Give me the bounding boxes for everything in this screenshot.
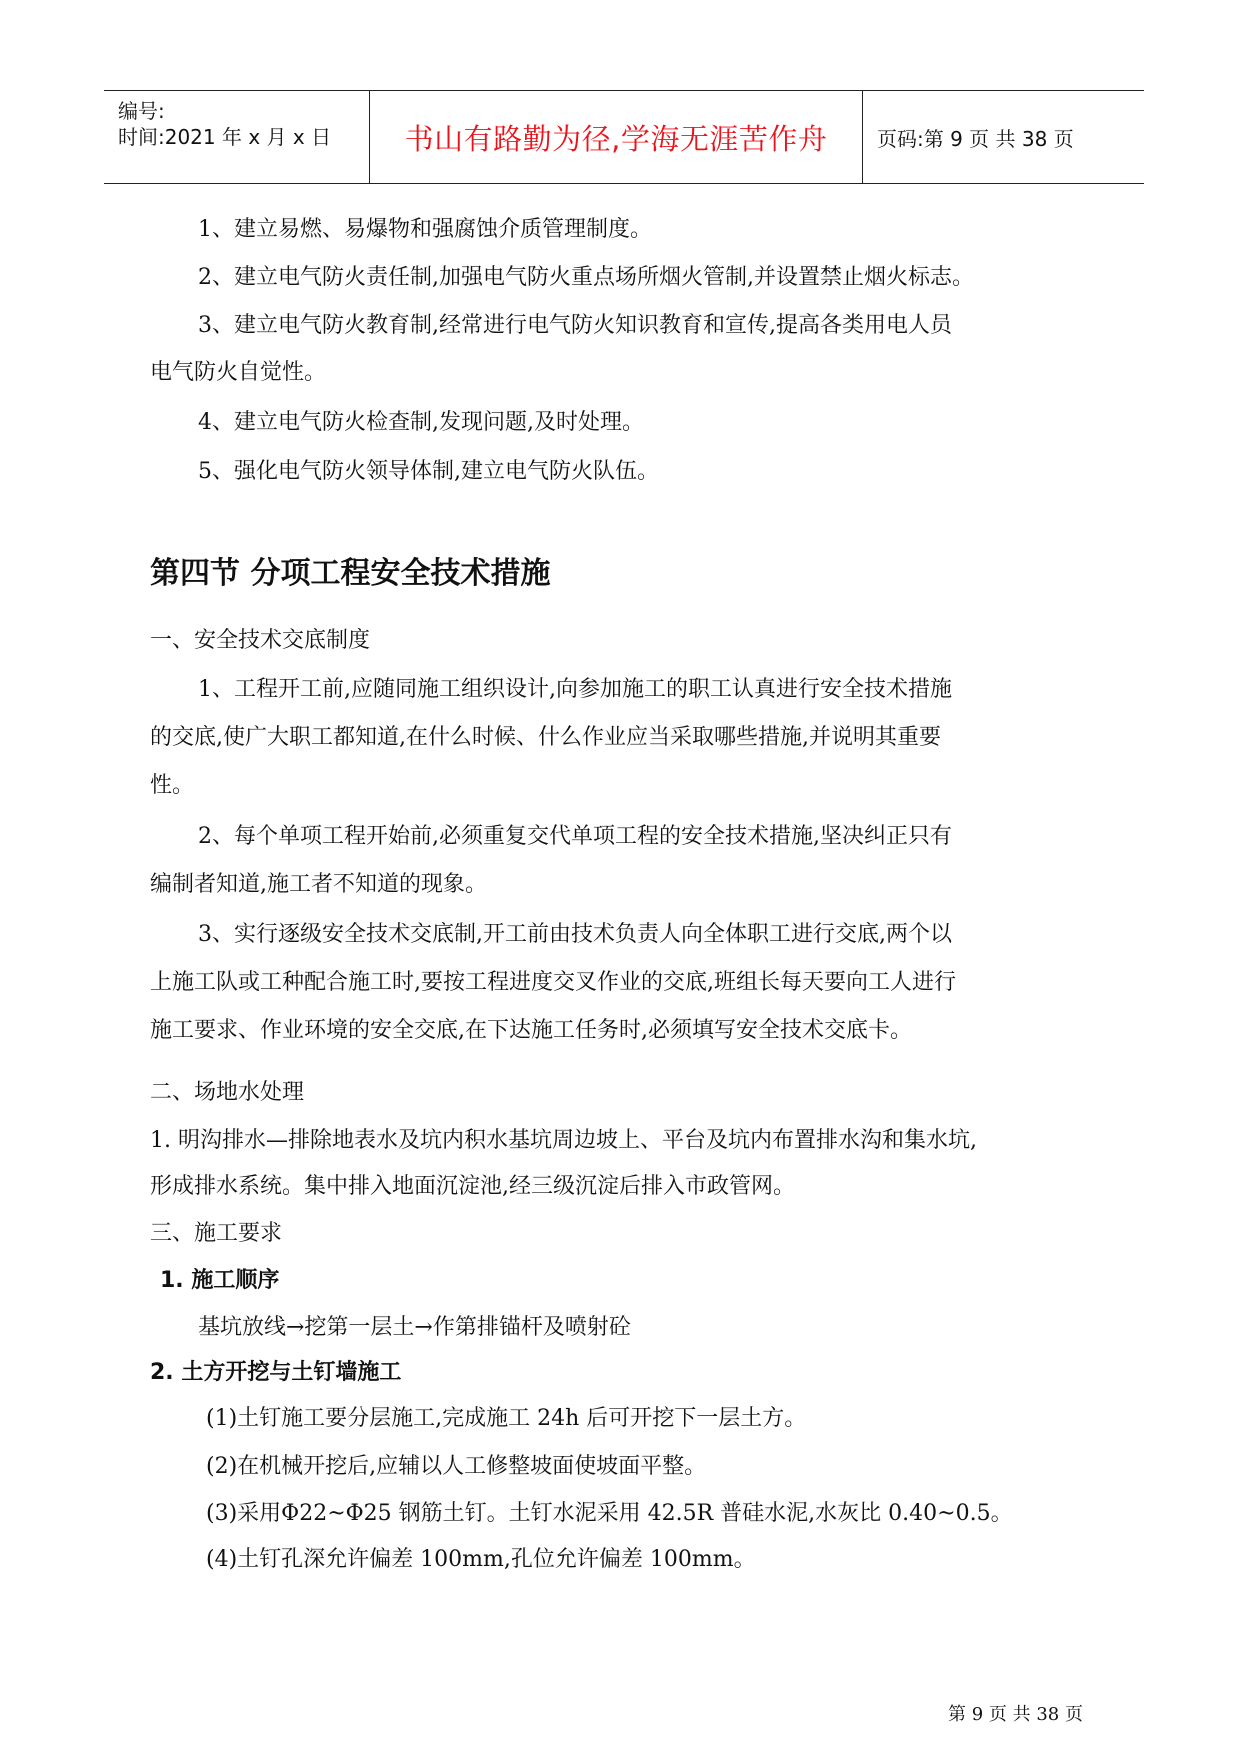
body-line: 1. 明沟排水—排除地表水及坑内积水基坑周边坡上、平台及坑内布置排水沟和集水坑, — [150, 1128, 977, 1153]
body-line: 5、强化电气防火领导体制,建立电气防火队伍。 — [198, 459, 659, 484]
item2-title: 2. 土方开挖与土钉墙施工 — [150, 1360, 402, 1385]
body-line: 3、实行逐级安全技术交底制,开工前由技术负责人向全体职工进行交底,两个以 — [198, 922, 952, 947]
body-line: 上施工队或工种配合施工时,要按工程进度交叉作业的交底,班组长每天要向工人进行 — [150, 970, 956, 995]
part1-title: 一、安全技术交底制度 — [150, 628, 371, 653]
body-line: 形成排水系统。集中排入地面沉淀池,经三级沉淀后排入市政管网。 — [150, 1174, 795, 1199]
page-code: 页码:第 9 页 共 38 页 — [877, 126, 1074, 151]
body-line: 施工要求、作业环境的安全交底,在下达施工任务时,必须填写安全技术交底卡。 — [150, 1018, 912, 1043]
header-motto-cell — [370, 91, 863, 183]
item1-title: 1. 施工顺序 — [160, 1268, 280, 1293]
body-line: (3)采用Φ22~Φ25 钢筋土钉。土钉水泥采用 42.5R 普硅水泥,水灰比 0.40~0.5。 — [206, 1501, 1013, 1526]
section-heading: 第四节 分项工程安全技术措施 — [150, 556, 551, 591]
body-line: (4)土钉孔深允许偏差 100mm,孔位允许偏差 100mm。 — [206, 1547, 756, 1572]
body-line: 4、建立电气防火检查制,发现问题,及时处理。 — [198, 410, 644, 435]
motto: 书山有路勤为径,学海无涯苦作舟 — [404, 121, 828, 156]
body-line: (1)土钉施工要分层施工,完成施工 24h 后可开挖下一层土方。 — [206, 1406, 807, 1431]
body-line: (2)在机械开挖后,应辅以人工修整坡面使坡面平整。 — [206, 1454, 707, 1479]
time-label: 时间:2021 年 x 月 x 日 — [118, 125, 332, 149]
body-line: 1、建立易燃、易爆物和强腐蚀介质管理制度。 — [198, 217, 652, 242]
body-line: 编制者知道,施工者不知道的现象。 — [150, 872, 487, 897]
body-line: 电气防火自觉性。 — [150, 360, 327, 385]
body-line: 1、工程开工前,应随同施工组织设计,向参加施工的职工认真进行安全技术措施 — [198, 677, 952, 702]
page-header — [104, 90, 1144, 184]
body-line: 的交底,使广大职工都知道,在什么时候、什么作业应当采取哪些措施,并说明其重要 — [150, 725, 941, 750]
header-meta — [104, 91, 370, 183]
body-line: 2、每个单项工程开始前,必须重复交代单项工程的安全技术措施,坚决纠正只有 — [198, 824, 952, 849]
body-line: 2、建立电气防火责任制,加强电气防火重点场所烟火管制,并设置禁止烟火标志。 — [198, 265, 974, 290]
number-label: 编号: — [118, 99, 165, 123]
body-line: 基坑放线→挖第一层土→作第排锚杆及喷射砼 — [198, 1315, 631, 1340]
page-footer: 第 9 页 共 38 页 — [948, 1704, 1083, 1725]
part3-title: 三、施工要求 — [150, 1221, 283, 1246]
body-line: 3、建立电气防火教育制,经常进行电气防火知识教育和宣传,提高各类用电人员 — [198, 313, 952, 338]
header-page-cell — [863, 91, 1144, 183]
part2-title: 二、场地水处理 — [150, 1080, 305, 1105]
body-line: 性。 — [150, 773, 195, 798]
